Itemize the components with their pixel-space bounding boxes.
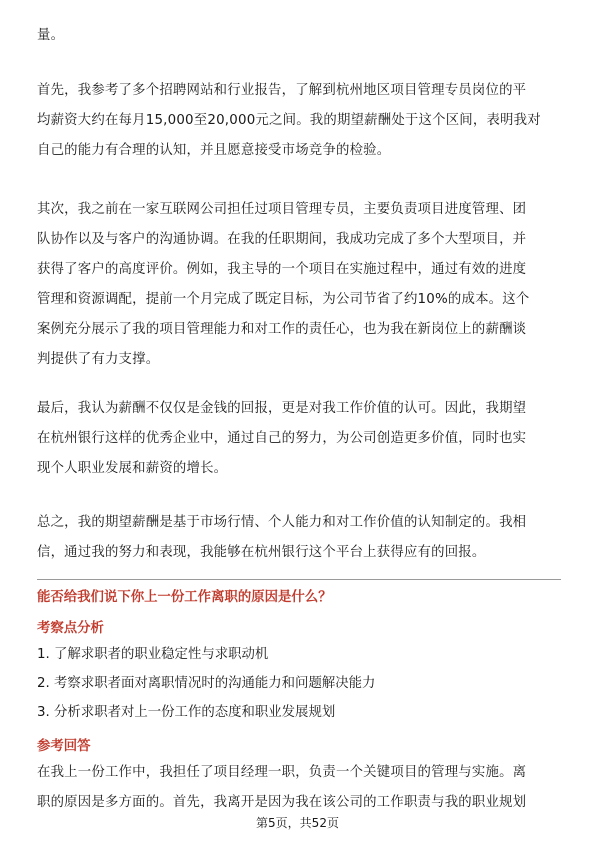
paragraph-value: [37, 394, 561, 484]
analysis-heading: 考察点分析: [37, 621, 104, 636]
paragraph-line: 自己的能力有合理的认知，并且愿意接受市场竞争的检验。: [37, 143, 391, 158]
page-footer: 第5页，共52页: [256, 816, 339, 830]
paragraph-line: 均薪资大约在每月15,000至20,000元之间。我的期望薪酬处于这个区间，表明我对: [37, 113, 541, 128]
paragraph-line: 在我上一份工作中，我担任了项目经理一职，负责一个关键项目的管理与实施。离: [37, 765, 527, 780]
paragraph-line: 总之，我的期望薪酬是基于市场行情、个人能力和对工作价值的认知制定的。我相: [37, 515, 527, 530]
answer-paragraph: [37, 758, 561, 818]
paragraph-line: 量。: [37, 28, 65, 43]
paragraph-line: 职的原因是多方面的。首先，我离开是因为我在该公司的工作职责与我的职业规划: [37, 795, 527, 810]
section-divider: [37, 579, 561, 580]
top-fragment: [37, 21, 561, 51]
answer-heading: 参考回答: [37, 739, 91, 754]
paragraph-experience: [37, 195, 561, 375]
paragraph-line: 信，通过我的努力和表现，我能够在杭州银行这个平台上获得应有的回报。: [37, 545, 486, 560]
analysis-item: 1. 了解求职者的职业稳定性与求职动机: [37, 647, 269, 662]
paragraph-line: 现个人职业发展和薪资的增长。: [37, 461, 228, 476]
paragraph-line: 管理和资源调配，提前一个月完成了既定目标，为公司节省了约10%的成本。这个: [37, 292, 530, 307]
paragraph-line: 获得了客户的高度评价。例如，我主导的一个项目在实施过程中，通过有效的进度: [37, 262, 527, 277]
interview-question: 能否给我们说下你上一份工作离职的原因是什么？: [37, 590, 332, 605]
analysis-item: 3. 分析求职者对上一份工作的态度和职业发展规划: [37, 705, 336, 720]
paragraph-line: 最后，我认为薪酬不仅仅是金钱的回报，更是对我工作价值的认可。因此，我期望: [37, 401, 527, 416]
paragraph-line: 首先，我参考了多个招聘网站和行业报告，了解到杭州地区项目管理专员岗位的平: [37, 83, 527, 98]
analysis-item: 2. 考察求职者面对离职情况时的沟通能力和问题解决能力: [37, 676, 376, 691]
paragraph-line: 案例充分展示了我的项目管理能力和对工作的责任心，也为我在新岗位上的薪酬谈: [37, 322, 527, 337]
paragraph-line: 其次，我之前在一家互联网公司担任过项目管理专员，主要负责项目进度管理、团: [37, 202, 527, 217]
paragraph-line: 在杭州银行这样的优秀企业中，通过自己的努力，为公司创造更多价值，同时也实: [37, 431, 527, 446]
paragraph-line: 队协作以及与客户的沟通协调。在我的任职期间，我成功完成了多个大型项目，并: [37, 232, 527, 247]
paragraph-market-research: [37, 76, 561, 166]
paragraph-conclusion: [37, 508, 561, 568]
paragraph-line: 判提供了有力支撑。: [37, 352, 160, 367]
